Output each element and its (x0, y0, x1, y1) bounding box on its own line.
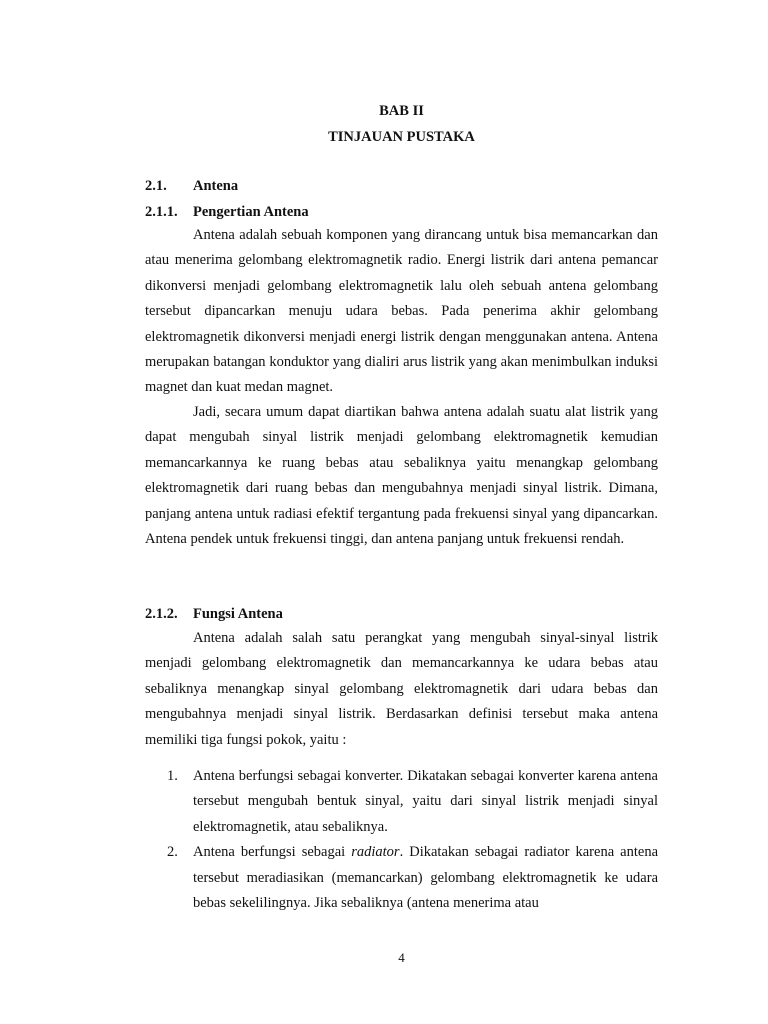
chapter-number: BAB II (379, 103, 424, 119)
page-number: 4 (398, 950, 405, 965)
section-number: 2.1.2. (145, 606, 178, 622)
list-marker: 1. (167, 768, 178, 784)
section-number: 2.1.1. (145, 204, 178, 220)
paragraph: Jadi, secara umum dapat diartikan bahwa antena adalah suatu alat listrik yang dapat mengubah sinyal listrik menjadi gelombang elektromagnetik kemudian memancarkannya ke ruang bebas atau sebaliknya yaitu menangkap gelombang elektromagnetik dari ruang bebas dan mengubahnya menjadi sinyal listrik. Dimana, panjang antena untuk radiasi efektif tergantung pada frekuensi sinyal yang dipancarkan. Antena pendek untuk frekuensi tinggi, dan antena panjang untuk frekuensi rendah. (145, 404, 658, 548)
section-number: 2.1. (145, 178, 167, 194)
list-item-text-before: Antena berfungsi sebagai (193, 844, 352, 861)
list-item (145, 764, 658, 840)
function-list (145, 764, 658, 916)
list-item (145, 840, 658, 916)
section-title: Pengertian Antena (193, 204, 309, 220)
list-item-text: Antena berfungsi sebagai konverter. Dikatakan sebagai konverter karena antena tersebut mengubah bentuk sinyal, yaitu dari sinyal listrik menjadi sinyal elektromagnetik, atau sebaliknya. (193, 768, 658, 835)
section-2-1-1-heading (145, 204, 309, 221)
paragraph: Antena adalah sebuah komponen yang dirancang untuk bisa memancarkan dan atau menerima gelombang elektromagnetik radio. Energi listrik dari antena pemancar dikonversi menjadi gelombang elektromagnetik lalu oleh sebuah antena gelombang tersebut dipancarkan menuju udara bebas. Pada penerima akhir gelombang elektromagnetik dikonversi menjadi energi listrik dengan menggunakan antena. Antena merupakan batangan konduktor yang dialiri arus listrik yang akan menimbulkan induksi magnet dan kuat medan magnet. (145, 227, 658, 396)
section-2-1-2-heading (145, 606, 283, 623)
section-2-1-heading (145, 178, 238, 195)
list-item-text-after: . Dikatakan sebagai radiator karena antena tersebut meradiasikan (memancarkan) gelombang elektromagnetik ke udara bebas sekelilingnya. Jika sebaliknya (antena menerima atau (193, 844, 659, 912)
section-title: Antena (193, 178, 239, 194)
list-marker: 2. (167, 844, 178, 861)
list-item-italic-term: radiator (351, 844, 400, 861)
chapter-title: TINJAUAN PUSTAKA (328, 129, 475, 145)
paragraph: Antena adalah salah satu perangkat yang mengubah sinyal-sinyal listrik menjadi gelombang elektromagnetik dan memancarkannya ke udara bebas atau sebaliknya menangkap sinyal gelombang elektromagnetik dari udara bebas dan mengubahnya menjadi sinyal listrik. Berdasarkan definisi tersebut maka antena memiliki tiga fungsi pokok, yaitu : (145, 630, 658, 748)
section-title: Fungsi Antena (193, 606, 283, 622)
